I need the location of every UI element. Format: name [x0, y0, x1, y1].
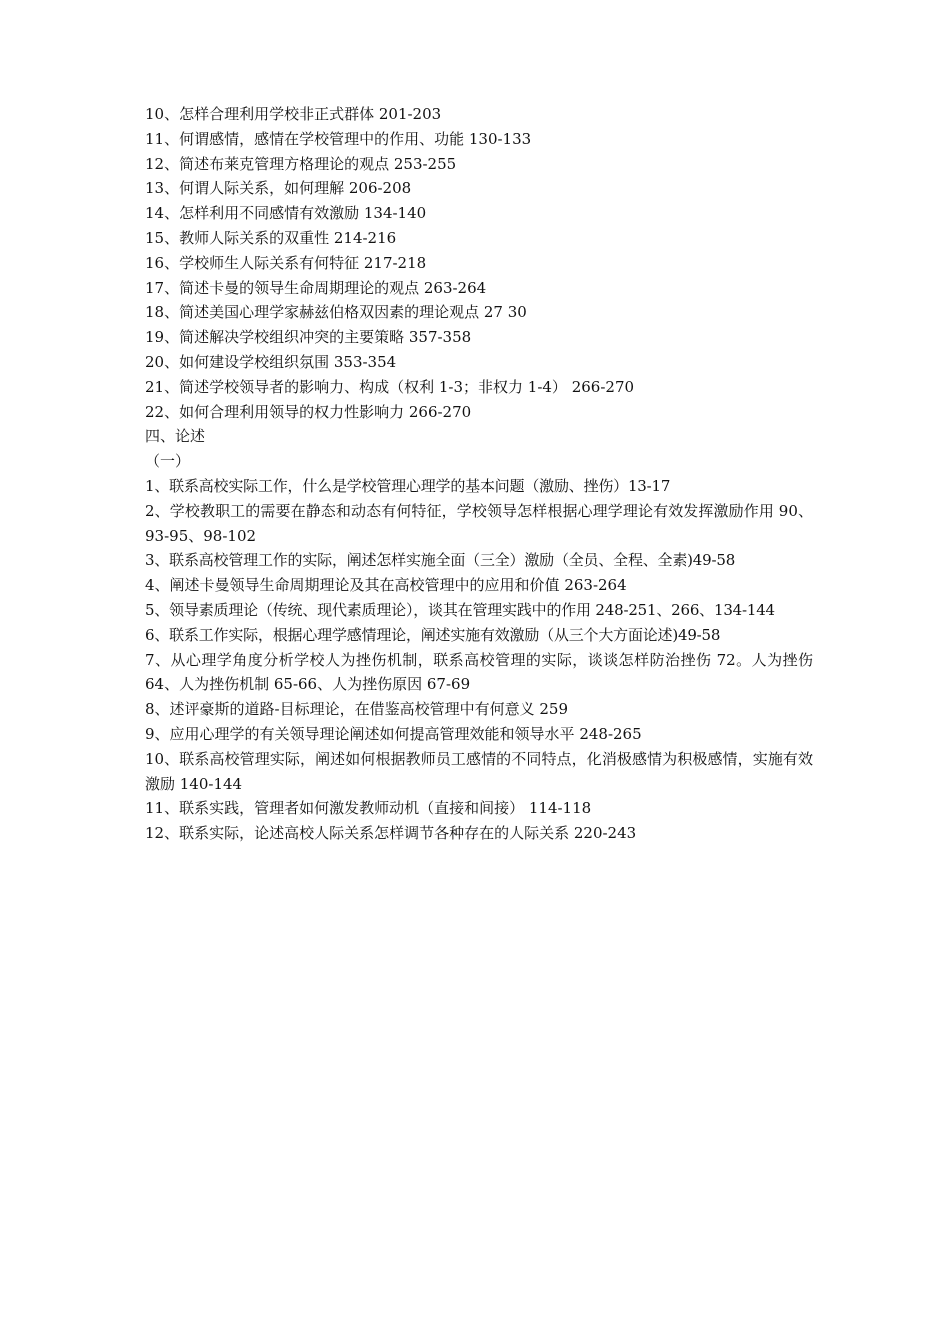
short-answer-item-13: 13、何谓人际关系，如何理解 206-208 [145, 179, 412, 198]
essay-item-5: 5、领导素质理论（传统、现代素质理论），谈其在管理实践中的作用 248-251、266、134-144 [145, 600, 775, 619]
subsection-heading-1: （一） [145, 452, 191, 471]
short-answer-item-16: 16、学校师生人际关系有何特征 217-218 [145, 253, 427, 272]
essay-item-6: 6、联系工作实际，根据心理学感情理论，阐述实施有效激励（从三个大方面论述)49-58 [145, 625, 721, 644]
short-answer-item-17: 17、简述卡曼的领导生命周期理论的观点 263-264 [145, 278, 487, 297]
essay-item-8: 8、述评豪斯的道路-目标理论，在借鉴高校管理中有何意义 259 [145, 700, 569, 719]
short-answer-item-10: 10、怎样合理利用学校非正式群体 201-203 [145, 105, 442, 123]
essay-item-1: 1、联系高校实际工作，什么是学校管理心理学的基本问题（激励、挫伤）13-17 [145, 476, 671, 495]
short-answer-item-21: 21、简述学校领导者的影响力、构成（权利 1-3；非权力 1-4） 266-270 [145, 377, 635, 396]
essay-item-12: 12、联系实际，论述高校人际关系怎样调节各种存在的人际关系 220-243 [145, 824, 637, 843]
essay-item-11: 11、联系实践，管理者如何激发教师动机（直接和间接） 114-118 [145, 799, 592, 818]
essay-item-9: 9、应用心理学的有关领导理论阐述如何提高管理效能和领导水平 248-265 [145, 724, 642, 743]
essay-item-3: 3、联系高校管理工作的实际，阐述怎样实施全面（三全）激励（全员、全程、全素)49-58 [145, 551, 736, 570]
short-answer-item-19: 19、简述解决学校组织冲突的主要策略 357-358 [145, 328, 472, 347]
essay-item-4: 4、阐述卡曼领导生命周期理论及其在高校管理中的应用和价值 263-264 [145, 576, 627, 595]
essay-item-7: 7、从心理学角度分析学校人为挫伤机制，联系高校管理的实际，谈谈怎样防治挫伤 72。人为挫伤 64、人为挫伤机制 65-66、人为挫伤原因 67-69 [145, 650, 813, 694]
short-answer-item-12: 12、简述布莱克管理方格理论的观点 253-255 [145, 154, 457, 173]
essay-item-2: 2、学校教职工的需要在静态和动态有何特征，学校领导怎样根据心理学理论有效发挥激励作用 90、93-95、98-102 [145, 501, 813, 545]
short-answer-item-11: 11、何谓感情，感情在学校管理中的作用、功能 130-133 [145, 129, 532, 148]
short-answer-item-20: 20、如何建设学校组织氛围 353-354 [145, 352, 397, 371]
section-heading-essay: 四、论述 [145, 427, 206, 446]
short-answer-item-14: 14、怎样利用不同感情有效激励 134-140 [145, 204, 427, 223]
short-answer-item-18: 18、简述美国心理学家赫兹伯格双因素的理论观点 27 30 [145, 303, 527, 322]
essay-item-10: 10、联系高校管理实际，阐述如何根据教师员工感情的不同特点，化消极感情为积极感情，实施有效激励 140-144 [145, 749, 813, 793]
document-body [145, 102, 813, 846]
short-answer-item-22: 22、如何合理利用领导的权力性影响力 266-270 [145, 402, 472, 421]
short-answer-item-15: 15、教师人际关系的双重性 214-216 [145, 228, 397, 247]
